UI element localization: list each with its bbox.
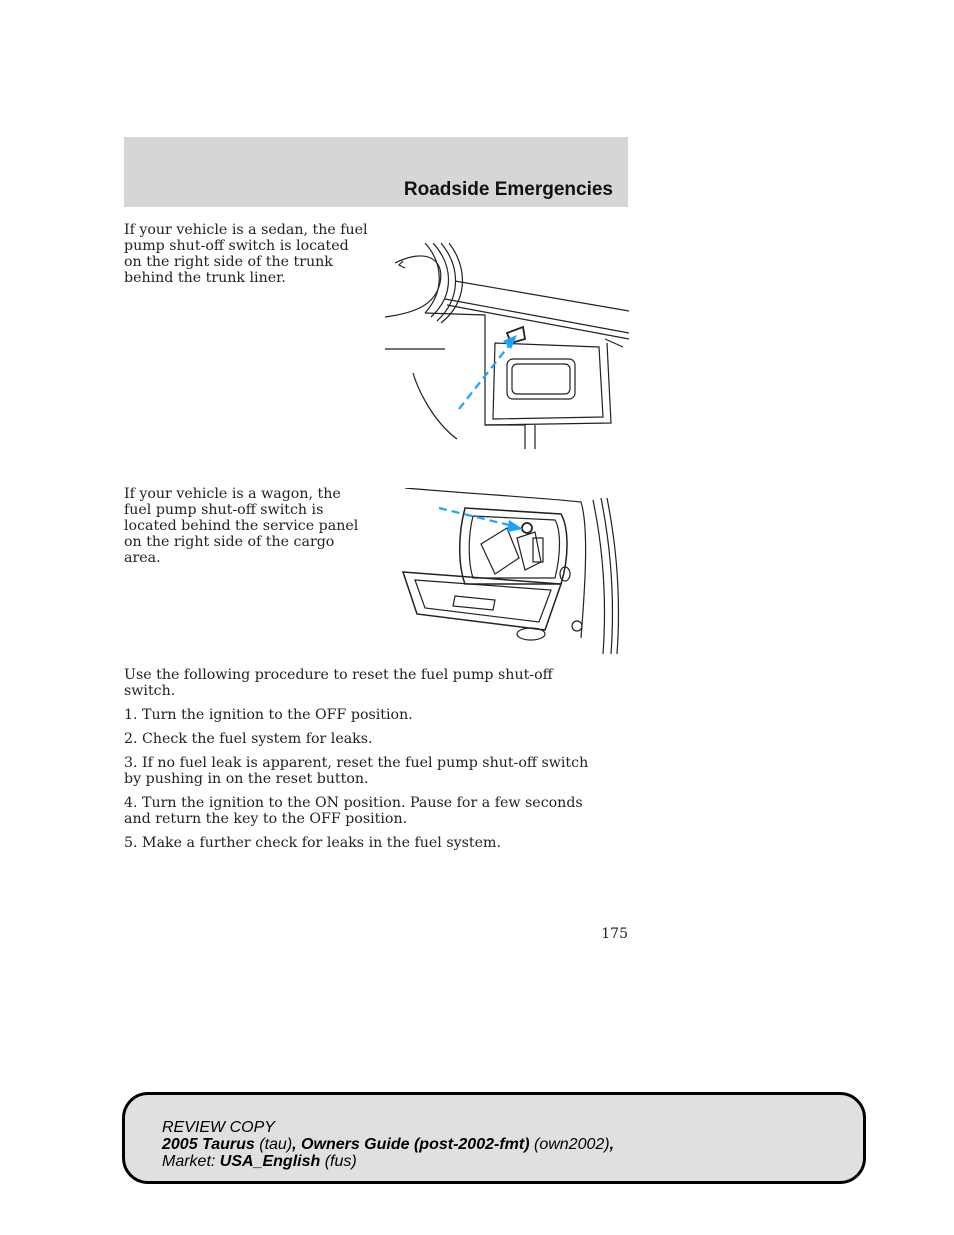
footer-market-code: (fus) [324,1153,357,1170]
footer-model-code: (tau) [259,1136,293,1153]
footer-sep-1: , [292,1136,302,1153]
section-header-bar [124,137,628,207]
footer-sep-2: , [609,1136,615,1153]
wagon-paragraph: If your vehicle is a wagon, the fuel pump shut-off switch is located behind the service panel on the right side of the cargo area. [124,486,359,566]
procedure-section [124,667,604,859]
footer-model: 2005 Taurus [162,1136,255,1153]
sedan-trunk-illustration [385,243,629,451]
procedure-step-1: 1. Turn the ignition to the OFF position. [124,707,413,723]
footer-line-market [162,1153,614,1170]
procedure-intro: Use the following procedure to reset the fuel pump shut-off switch. [124,667,553,699]
procedure-step-5: 5. Make a further check for leaks in the fuel system. [124,835,501,851]
section-title: Roadside Emergencies [403,179,613,200]
footer-guide: Owners Guide (post-2002-fmt) [301,1136,530,1153]
footer-line-guide [162,1136,614,1153]
footer-market-label: Market: [162,1153,216,1170]
footer-market: USA_English [219,1153,321,1170]
procedure-step-4: 4. Turn the ignition to the ON position. Pause for a few seconds and return the key to the OFF position. [124,795,583,827]
sedan-paragraph: If your vehicle is a sedan, the fuel pump shut-off switch is located on the right side of the trunk behind the trunk liner. [124,222,368,286]
procedure-step-2: 2. Check the fuel system for leaks. [124,731,373,747]
procedure-step-3: 3. If no fuel leak is apparent, reset the fuel pump shut-off switch by pushing in on the reset button. [124,755,589,787]
footer-text [162,1119,614,1170]
page-number: 175 [601,926,628,942]
review-copy-label: REVIEW COPY [162,1119,275,1136]
footer-guide-code: (own2002) [533,1136,610,1153]
review-copy-footer [122,1092,866,1184]
wagon-cargo-illustration [385,488,629,654]
